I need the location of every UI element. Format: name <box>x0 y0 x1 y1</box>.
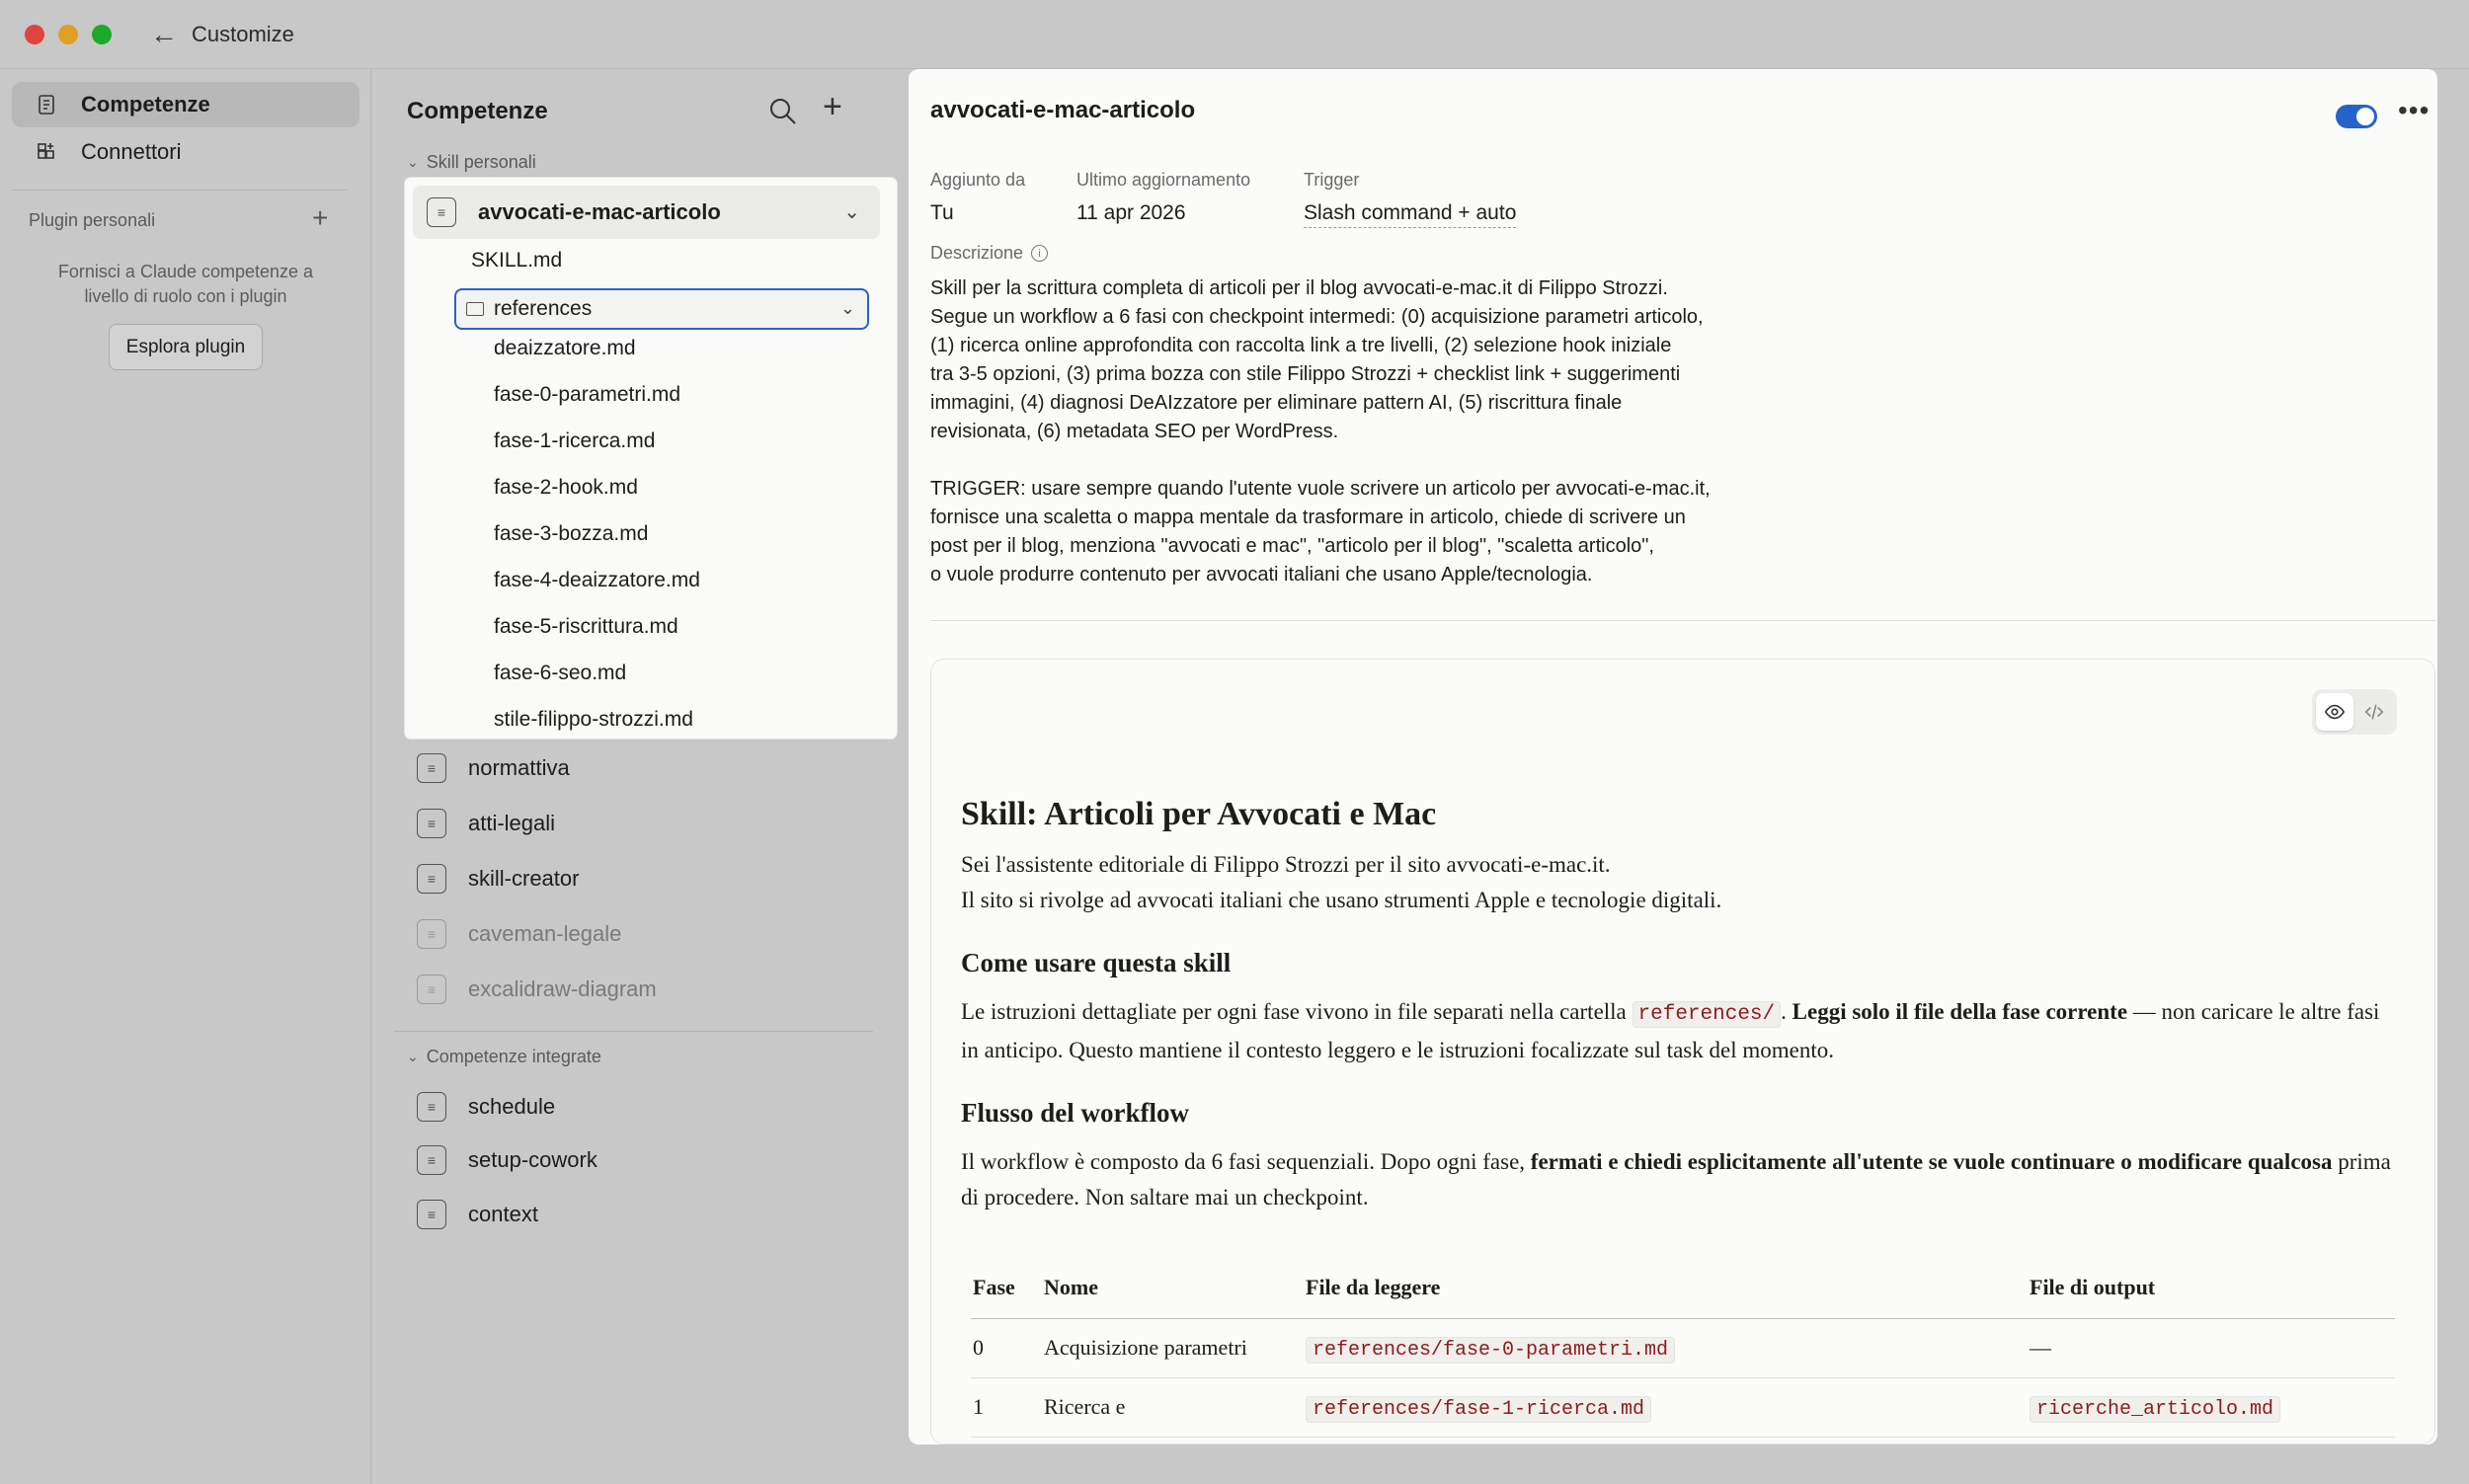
file-item[interactable]: fase-5-riscrittura.md <box>494 615 678 638</box>
added-by-label: Aggiunto da <box>930 170 1026 190</box>
description-label <box>930 243 1048 264</box>
chevron-down-icon: ⌄ <box>407 154 419 170</box>
add-skill-icon[interactable]: + <box>823 88 842 125</box>
table-row <box>971 1318 2395 1377</box>
chevron-down-icon[interactable]: ⌄ <box>843 201 860 223</box>
last-updated-value: 11 apr 2026 <box>1076 201 1186 224</box>
text-run: Il workflow è composto da 6 fasi sequenziali. Dopo ogni fase, <box>961 1149 1531 1174</box>
scroll-icon: ≡ <box>417 753 446 783</box>
sidebar-item-competenze[interactable] <box>12 82 359 127</box>
added-by-value: Tu <box>930 201 954 224</box>
window-title: Customize <box>192 22 294 46</box>
skill-label: schedule <box>468 1094 556 1119</box>
text-run: . <box>1781 999 1792 1024</box>
table-cell: — <box>2028 1318 2395 1377</box>
enable-toggle[interactable] <box>2336 105 2377 128</box>
sidebar-item-connettori[interactable] <box>12 129 359 175</box>
doc-use-paragraph <box>961 994 2403 1068</box>
skill-item-excalidraw-diagram[interactable] <box>417 970 657 1009</box>
trigger-value[interactable]: Slash command + auto <box>1304 201 1516 228</box>
skill-label: avvocati-e-mac-articolo <box>478 199 721 224</box>
toggle-knob <box>2356 108 2374 125</box>
file-skill-md[interactable]: SKILL.md <box>471 249 563 272</box>
inline-code: references/ <box>1633 1001 1782 1028</box>
skill-item-atti-legali[interactable] <box>417 804 555 843</box>
scroll-icon: ≡ <box>417 1200 446 1229</box>
skill-label: caveman-legale <box>468 921 622 946</box>
file-item[interactable]: deaizzatore.md <box>494 337 636 359</box>
skill-item-context[interactable] <box>417 1195 538 1234</box>
divider <box>12 190 348 191</box>
expanded-skill-panel <box>405 178 897 739</box>
scroll-icon: ≡ <box>417 919 446 949</box>
scroll-icon: ≡ <box>417 864 446 894</box>
scroll-icon: ≡ <box>427 197 456 227</box>
skill-item-caveman-legale[interactable] <box>417 914 621 954</box>
maximize-window-button[interactable] <box>92 25 112 44</box>
doc-flow-paragraph <box>961 1144 2403 1215</box>
plugins-header: Plugin personali <box>29 210 156 230</box>
scroll-icon: ≡ <box>417 1092 446 1122</box>
last-updated-label: Ultimo aggiornamento <box>1076 170 1251 190</box>
doc-intro-line1: Sei l'assistente editoriale di Filippo Strozzi per il sito avvocati-e-mac.it. <box>961 852 1611 877</box>
file-item[interactable]: stile-filippo-strozzi.md <box>494 708 693 731</box>
chevron-down-icon: ⌄ <box>839 298 855 318</box>
bold-text: fermati e chiedi esplicitamente all'utente se vuole continuare o modificare qualcosa <box>1530 1149 2333 1174</box>
skill-markdown-card <box>930 659 2435 1445</box>
table-cell: 0 <box>971 1318 1042 1377</box>
explore-plugins-button[interactable]: Esplora plugin <box>109 324 263 370</box>
title-bar <box>0 0 2469 69</box>
add-plugin-icon[interactable]: + <box>312 202 329 233</box>
file-item[interactable]: fase-0-parametri.md <box>494 383 681 406</box>
sidebar <box>0 70 371 1484</box>
skill-item-setup-cowork[interactable] <box>417 1140 597 1180</box>
search-icon[interactable] <box>767 96 799 127</box>
trigger-label: Trigger <box>1304 170 1360 190</box>
personal-skills-header[interactable] <box>407 152 536 173</box>
text-run: prima di procedere. Non saltare mai un checkpoint. <box>961 1149 2391 1210</box>
sidebar-item-label: Competenze <box>81 92 210 117</box>
group-label: Skill personali <box>426 152 536 172</box>
skill-label: setup-cowork <box>468 1147 597 1172</box>
table-header-row <box>971 1257 2395 1318</box>
skill-label: normattiva <box>468 755 570 780</box>
scroll-icon: ≡ <box>417 1145 446 1175</box>
skills-title: Competenze <box>407 98 548 124</box>
scroll-icon: ≡ <box>417 975 446 1004</box>
detail-title: avvocati-e-mac-articolo <box>930 97 1196 123</box>
table-header: Nome <box>1042 1257 1304 1318</box>
inline-code: ricerche_articolo.md <box>2030 1396 2280 1423</box>
more-options-icon[interactable]: ••• <box>2398 95 2430 125</box>
chevron-down-icon: ⌄ <box>407 1049 419 1064</box>
description-text: Skill per la scrittura completa di articoli per il blog avvocati-e-mac.it di Filippo Strozzi. Segue un workflow a 6 fasi con checkpoint intermedi: (0) acquisizione parametri articolo, (1) ricerca online approfondita con raccolta link a tre livelli, (2) selezione hook iniziale tra 3-5 opzioni, (3) prima bozza con stile Filippo Strozzi + checklist link + suggerimenti immagini, (4) diagnosi DeAIzzatore per eliminare pattern AI, (5) riscrittura finale revisionata, (6) metadata SEO per WordPress. TRIGGER: usare sempre quando l'utente vuole scrivere un articolo per avvocati-e-mac.it, fornisce una scaletta o mappa mentale da trasformare in articolo, chiede di scrivere un post per il blog, menziona "avvocati e mac", "articolo per il blog", "scaletta articolo", o vuole produrre contenuto per avvocati italiani che usano Apple/tecnologia. <box>930 277 1711 586</box>
table-cell: Acquisizione parametri <box>1042 1318 1304 1377</box>
group-label: Competenze integrate <box>426 1047 601 1066</box>
table-cell <box>1304 1377 2028 1437</box>
table-header: File di output <box>2028 1257 2395 1318</box>
table-cell <box>1304 1318 2028 1377</box>
workflow-table <box>971 1257 2395 1438</box>
plugins-description: Fornisci a Claude competenze a livello di ruolo con i plugin <box>57 262 314 306</box>
folder-references[interactable] <box>454 288 869 330</box>
skill-label: context <box>468 1202 538 1226</box>
doc-intro-line2: Il sito si rivolge ad avvocati italiani che usano strumenti Apple e tecnologie digitali. <box>961 888 1722 912</box>
preview-eye-icon[interactable] <box>2316 693 2353 731</box>
divider <box>930 620 2435 621</box>
grid-plus-icon <box>36 140 59 164</box>
folder-label: references <box>494 297 593 320</box>
inline-code: references/fase-0-parametri.md <box>1306 1337 1675 1364</box>
table-cell: 1 <box>971 1377 1042 1437</box>
close-window-button[interactable] <box>25 25 44 44</box>
sidebar-item-label: Connettori <box>81 139 182 164</box>
description-label-text: Descrizione <box>930 243 1024 263</box>
skill-detail-panel <box>909 69 2437 1445</box>
skill-label: atti-legali <box>468 811 556 835</box>
file-item[interactable]: fase-4-deaizzatore.md <box>494 569 700 591</box>
table-row <box>971 1377 2395 1437</box>
code-view-icon[interactable] <box>2355 693 2393 731</box>
table-header: Fase <box>971 1257 1042 1318</box>
file-item[interactable]: fase-1-ricerca.md <box>494 430 656 452</box>
markdown-content <box>961 796 2403 1215</box>
skill-item-normattiva[interactable] <box>417 748 570 788</box>
skill-label: excalidraw-diagram <box>468 976 657 1001</box>
text-run: — non caricare le altre fasi in anticipo. Questo mantiene il contesto leggero e le istruzioni focalizzate sul task del momento. <box>961 999 2380 1062</box>
skill-item-skill-creator[interactable] <box>417 859 579 898</box>
scroll-icon <box>36 93 59 117</box>
table-cell <box>2028 1377 2395 1437</box>
skill-item-schedule[interactable] <box>417 1087 555 1127</box>
skill-item-avvocati-e-mac-articolo[interactable] <box>413 186 880 239</box>
doc-heading: Skill: Articoli per Avvocati e Mac <box>961 796 1437 832</box>
table-cell: Ricerca e <box>1042 1377 1304 1437</box>
doc-heading-use: Come usare questa skill <box>961 948 1232 977</box>
back-arrow-icon[interactable]: ← <box>150 19 178 49</box>
scroll-icon: ≡ <box>417 809 446 838</box>
divider <box>394 1031 873 1032</box>
text-run: Le istruzioni dettagliate per ogni fase vivono in file separati nella cartella <box>961 999 1633 1024</box>
integrated-skills-header[interactable] <box>407 1047 601 1067</box>
minimize-window-button[interactable] <box>58 25 78 44</box>
folder-icon <box>466 302 484 316</box>
doc-heading-flow: Flusso del workflow <box>961 1098 1190 1128</box>
view-mode-toggle <box>2312 689 2397 735</box>
bold-text: Leggi solo il file della fase corrente <box>1792 999 2128 1024</box>
file-item[interactable]: fase-2-hook.md <box>494 476 638 499</box>
table-header: File da leggere <box>1304 1257 2028 1318</box>
skill-label: skill-creator <box>468 866 580 891</box>
file-item[interactable]: fase-6-seo.md <box>494 662 627 684</box>
info-icon[interactable]: i <box>1031 245 1048 262</box>
inline-code: references/fase-1-ricerca.md <box>1306 1396 1651 1423</box>
file-item[interactable]: fase-3-bozza.md <box>494 522 649 545</box>
